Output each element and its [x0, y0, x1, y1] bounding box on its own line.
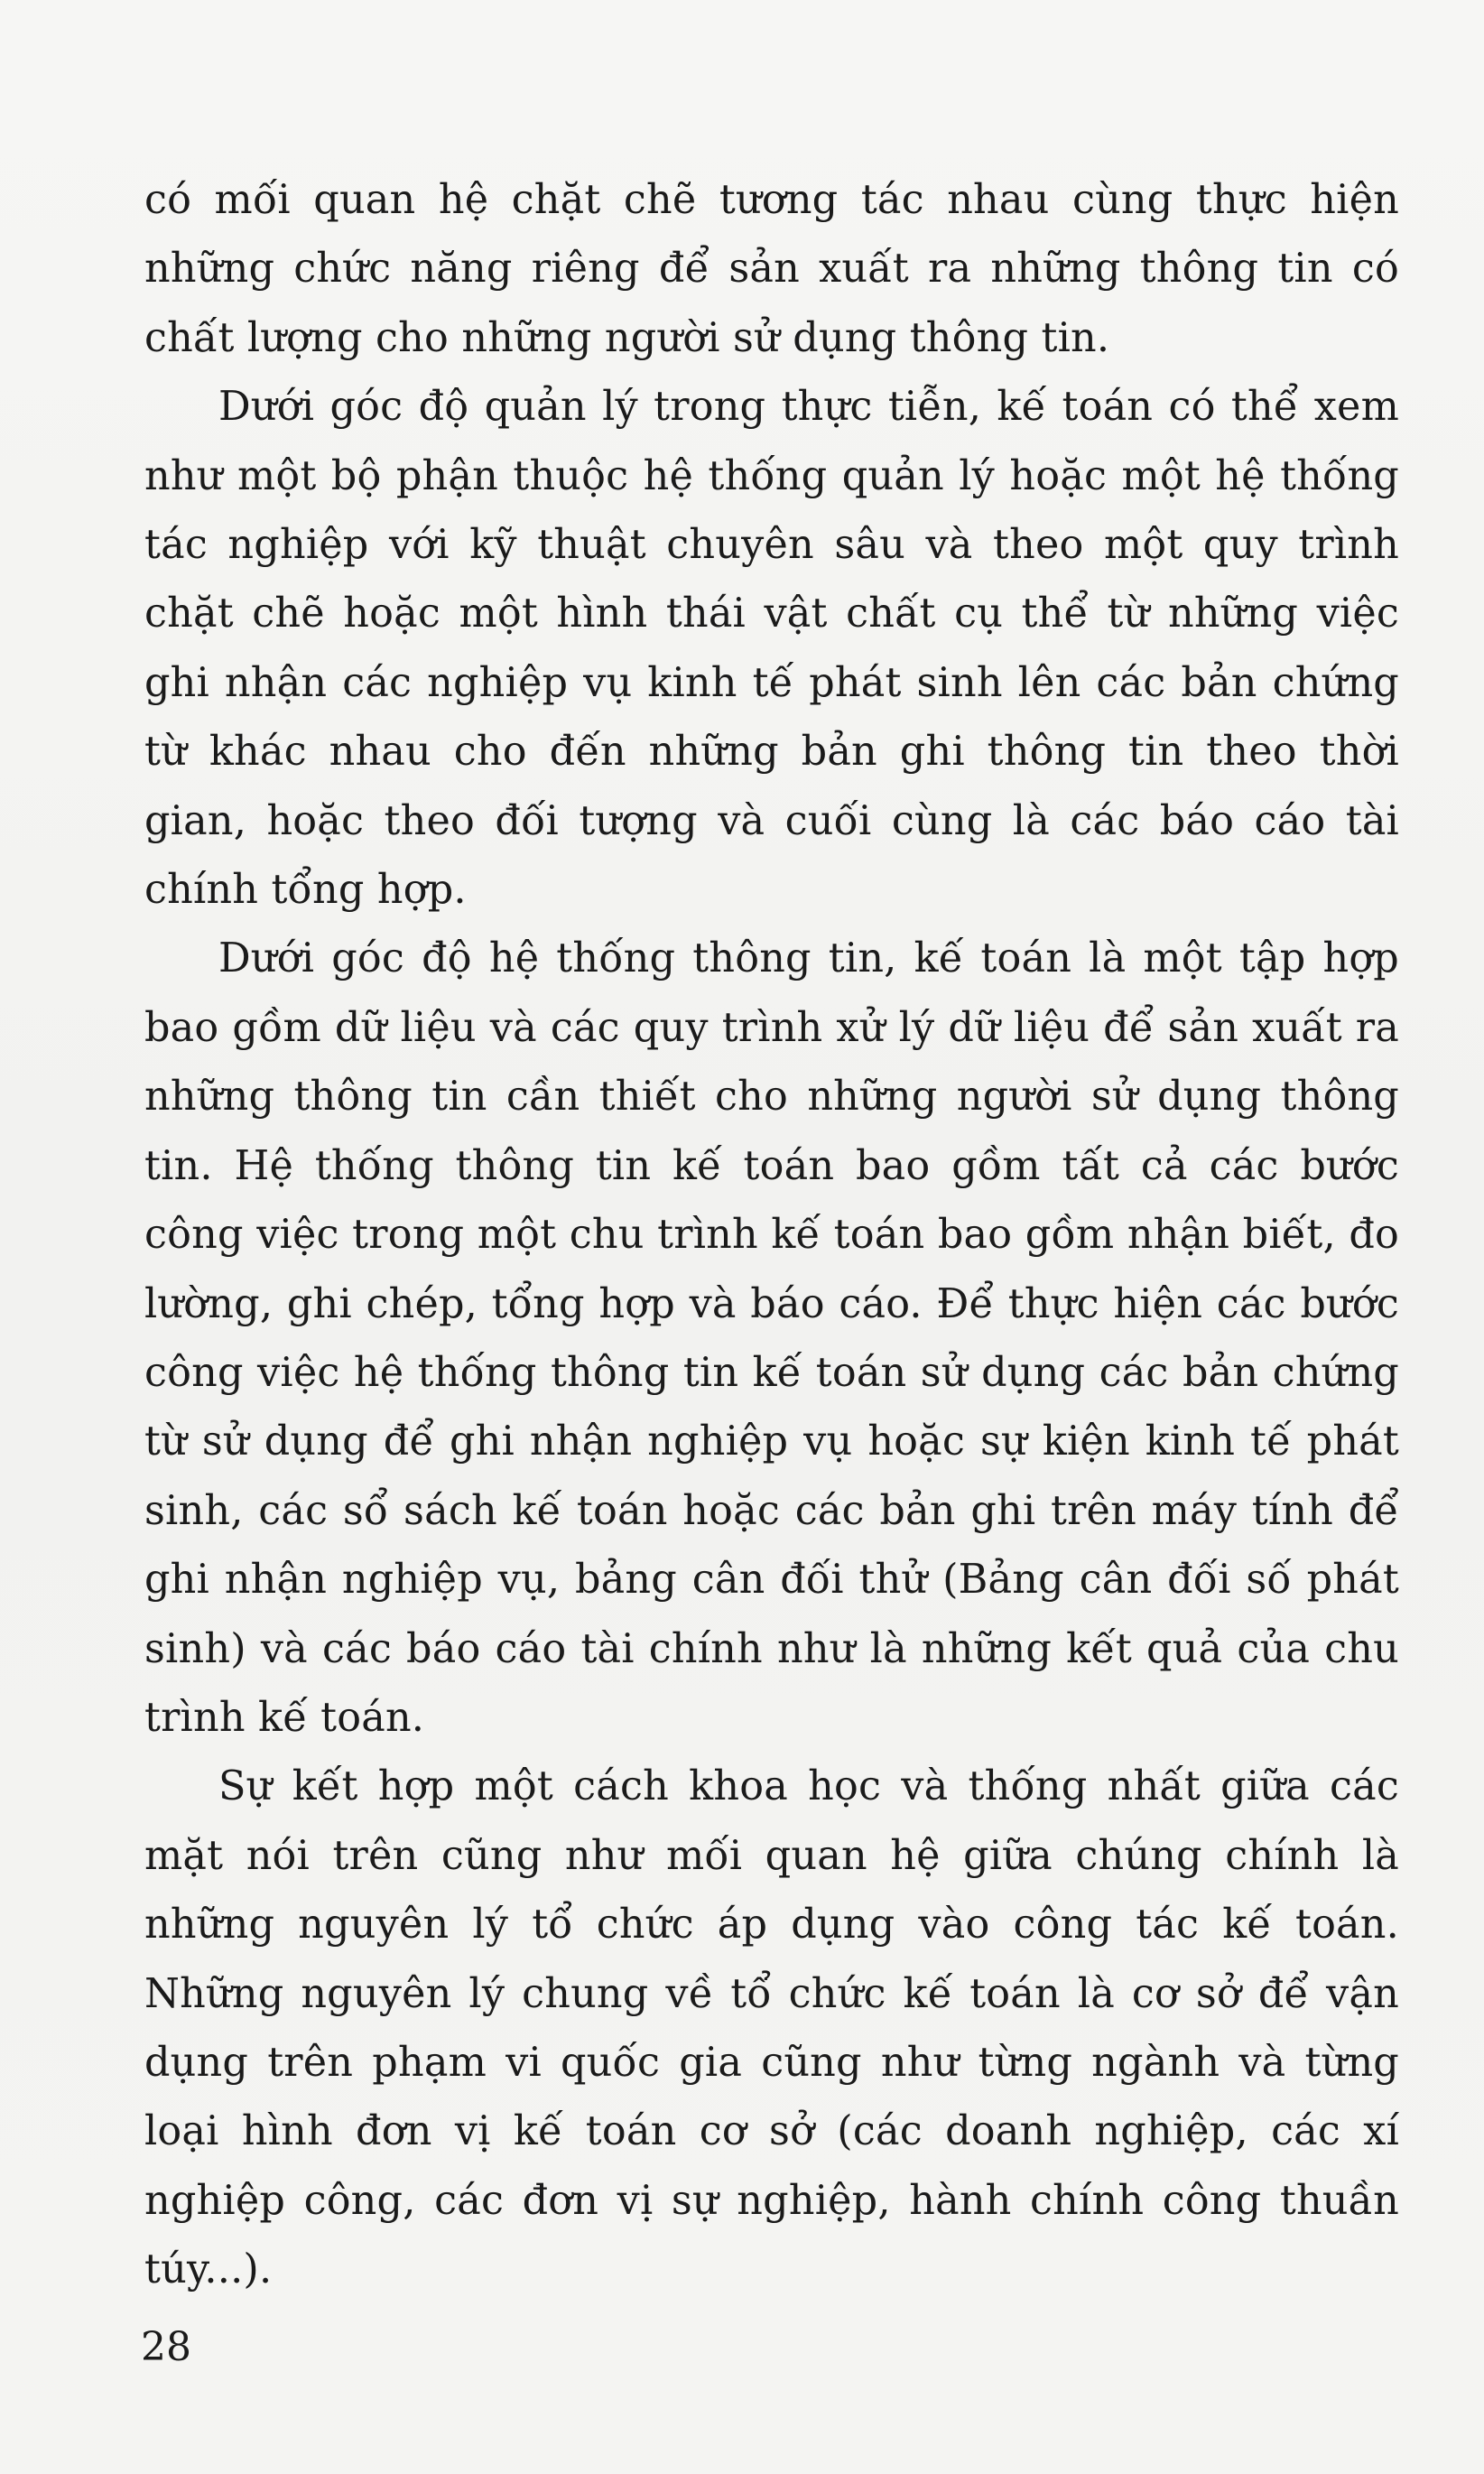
- paragraph-continuation: có mối quan hệ chặt chẽ tương tác nhau cùng thực hiện những chức năng riêng để sản xuất ra những thông tin có chất lượng cho những người sử dụng thông tin.: [144, 177, 1399, 361]
- page-number: 28: [141, 2324, 191, 2370]
- body-text: [144, 166, 1399, 2305]
- paragraph-information-system: Dưới góc độ hệ thống thông tin, kế toán là một tập hợp bao gồm dữ liệu và các quy trình xử lý dữ liệu để sản xuất ra những thông tin cần thiết cho những người sử dụng thông tin. Hệ thống thông tin kế toán bao gồm tất cả các bước công việc trong một chu trình kế toán bao gồm nhận biết, đo lường, ghi chép, tổng hợp và báo cáo. Để thực hiện các bước công việc hệ thống thông tin kế toán sử dụng các bản chứng từ sử dụng để ghi nhận nghiệp vụ hoặc sự kiện kinh tế phát sinh, các sổ sách kế toán hoặc các bản ghi trên máy tính để ghi nhận nghiệp vụ, bảng cân đối thử (Bảng cân đối số phát sinh) và các báo cáo tài chính như là những kết quả của chu trình kế toán.: [144, 935, 1399, 1741]
- paragraph-management-perspective: Dưới góc độ quản lý trong thực tiễn, kế toán có thể xem như một bộ phận thuộc hệ thống quản lý hoặc một hệ thống tác nghiệp với kỹ thuật chuyên sâu và theo một quy trình chặt chẽ hoặc một hình thái vật chất cụ thể từ những việc ghi nhận các nghiệp vụ kinh tế phát sinh lên các bản chứng từ khác nhau cho đến những bản ghi thông tin theo thời gian, hoặc theo đối tượng và cuối cùng là các báo cáo tài chính tổng hợp.: [144, 384, 1399, 914]
- paragraph-organization-principles: Sự kết hợp một cách khoa học và thống nhất giữa các mặt nói trên cũng như mối quan hệ giữa chúng chính là những nguyên lý tổ chức áp dụng vào công tác kế toán. Những nguyên lý chung về tổ chức kế toán là cơ sở để vận dụng trên phạm vi quốc gia cũng như từng ngành và từng loại hình đơn vị kế toán cơ sở (các doanh nghiệp, các xí nghiệp công, các đơn vị sự nghiệp, hành chính công thuần túy...).: [144, 1763, 1399, 2293]
